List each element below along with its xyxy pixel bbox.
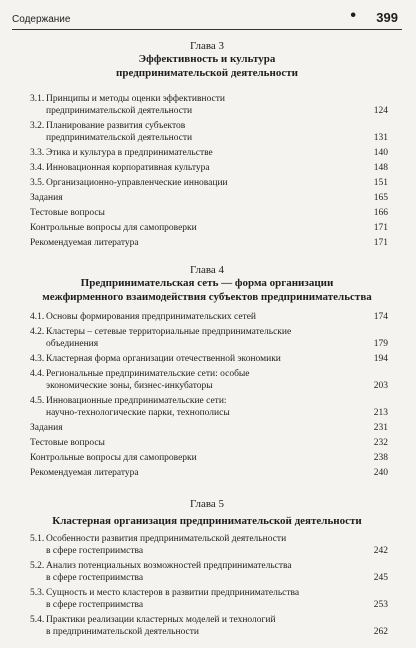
- toc-entry-title-continued: в сфере гостеприимства: [46, 600, 144, 610]
- toc-entry: [30, 368, 388, 392]
- toc-entry-title: Инновационные предпринимательские сети:: [46, 396, 227, 406]
- toc-entry-number: 3.5.: [30, 178, 45, 188]
- toc-entry-title: Задания: [30, 423, 63, 433]
- toc-entry-title: Анализ потенциальных возможностей предпринимательства: [46, 561, 292, 571]
- toc-entry: [30, 437, 388, 449]
- chapter-4-toc: [30, 311, 388, 482]
- toc-entry-number: 3.1.: [30, 94, 45, 104]
- toc-entry-page: 174: [373, 312, 388, 322]
- toc-entry-number: 5.1.: [30, 534, 45, 544]
- toc-entry: [30, 422, 388, 434]
- page-number: 399: [376, 10, 398, 25]
- toc-entry-title: Планирование развития субъектов: [46, 121, 186, 131]
- toc-entry-page: 151: [373, 178, 388, 188]
- toc-entry: [30, 533, 388, 557]
- toc-entry: [30, 93, 388, 117]
- toc-entry-page: 262: [373, 627, 388, 637]
- toc-entry-page: 140: [373, 148, 388, 158]
- section-title: Содержание: [12, 14, 71, 25]
- chapter-title-line: предпринимательской деятельности: [116, 67, 298, 79]
- toc-entry: [30, 237, 388, 249]
- toc-entry-title: Этика и культура в предпринимательстве: [46, 148, 213, 158]
- toc-entry-title: Принципы и методы оценки эффективности: [46, 94, 226, 104]
- toc-entry-page: 231: [373, 423, 388, 433]
- toc-entry: [30, 587, 388, 611]
- toc-entry-title-continued: экономические зоны, бизнес-инкубаторы: [46, 381, 213, 391]
- toc-entry-page: 166: [373, 208, 388, 218]
- toc-entry-title: Особенности развития предпринимательской деятельности: [46, 534, 287, 544]
- toc-entry-number: 4.4.: [30, 369, 45, 379]
- toc-entry: [30, 177, 388, 189]
- toc-entry-page: 171: [373, 238, 388, 248]
- toc-entry-title: Сущность и место кластеров в развитии предпринимательства: [46, 588, 300, 598]
- toc-entry-title: Контрольные вопросы для самопроверки: [30, 453, 197, 463]
- toc-entry-title: Задания: [30, 193, 63, 203]
- toc-entry-page: 232: [373, 438, 388, 448]
- toc-entry-page: 171: [373, 223, 388, 233]
- toc-entry-number: 4.5.: [30, 396, 45, 406]
- chapter-4-heading: [28, 264, 386, 304]
- toc-entry-title: Организационно-управленческие инновации: [46, 178, 228, 188]
- toc-entry-title: Рекомендуемая литература: [30, 238, 139, 248]
- header-bullet: •: [350, 7, 356, 24]
- toc-entry-page: 253: [373, 600, 388, 610]
- toc-entry-page: 242: [373, 546, 388, 556]
- chapter-5-toc: [30, 533, 388, 641]
- running-header: [12, 6, 402, 26]
- toc-entry-title: Рекомендуемая литература: [30, 468, 139, 478]
- toc-entry: [30, 452, 388, 464]
- toc-entry-title: Тестовые вопросы: [30, 438, 105, 448]
- toc-entry-title: Кластерная форма организации отечественной экономики: [46, 354, 281, 364]
- toc-entry-page: 179: [373, 339, 388, 349]
- toc-entry-number: 3.4.: [30, 163, 45, 173]
- chapter-3-heading: [28, 40, 386, 80]
- toc-entry: [30, 207, 388, 219]
- header-rule: [12, 29, 402, 30]
- chapter-title-line: межфирменного взаимодействия субъектов предпринимательства: [42, 291, 372, 303]
- toc-entry: [30, 311, 388, 323]
- toc-entry-title-continued: в сфере гостеприимства: [46, 573, 144, 583]
- toc-entry-title-continued: предпринимательской деятельности: [46, 133, 193, 143]
- toc-entry: [30, 326, 388, 350]
- toc-entry: [30, 222, 388, 234]
- toc-entry-page: 148: [373, 163, 388, 173]
- chapter-title-line: Эффективность и культура: [138, 53, 276, 65]
- toc-entry-title: Тестовые вопросы: [30, 208, 105, 218]
- toc-entry-number: 4.2.: [30, 327, 45, 337]
- toc-entry: [30, 353, 388, 365]
- toc-entry-page: 124: [373, 106, 388, 116]
- chapter-title-line: Кластерная организация предпринимательской деятельности: [52, 515, 362, 527]
- toc-entry-number: 4.1.: [30, 312, 45, 322]
- toc-entry: [30, 467, 388, 479]
- chapter-5-heading: [28, 498, 386, 528]
- toc-entry-title-continued: объединения: [46, 339, 99, 349]
- toc-entry-title: Контрольные вопросы для самопроверки: [30, 223, 197, 233]
- chapter-label: Глава 4: [189, 264, 225, 276]
- chapter-title-line: Предпринимательская сеть — форма организации: [80, 277, 334, 289]
- toc-entry: [30, 120, 388, 144]
- toc-entry-page: 131: [373, 133, 388, 143]
- toc-entry-page: 238: [373, 453, 388, 463]
- toc-entry-page: 213: [373, 408, 388, 418]
- toc-entry-page: 194: [373, 354, 388, 364]
- toc-entry-number: 5.2.: [30, 561, 45, 571]
- toc-entry-page: 245: [373, 573, 388, 583]
- toc-entry-title-continued: предпринимательской деятельности: [46, 106, 193, 116]
- toc-entry-page: 165: [373, 193, 388, 203]
- toc-entry: [30, 614, 388, 638]
- toc-entry: [30, 147, 388, 159]
- toc-entry-page: 203: [373, 381, 388, 391]
- toc-entry-title-continued: научно-технологические парки, технополисы: [46, 408, 230, 418]
- toc-entry-number: 5.3.: [30, 588, 45, 598]
- toc-entry-title: Основы формирования предпринимательских сетей: [46, 312, 256, 322]
- toc-entry: [30, 560, 388, 584]
- toc-entry-number: 4.3.: [30, 354, 45, 364]
- toc-entry: [30, 192, 388, 204]
- toc-entry-title: Инновационная корпоративная культура: [46, 163, 210, 173]
- toc-entry-number: 5.4.: [30, 615, 45, 625]
- toc-entry: [30, 395, 388, 419]
- toc-entry-page: 240: [373, 468, 388, 478]
- toc-entry-number: 3.3.: [30, 148, 45, 158]
- chapter-3-toc: [30, 93, 388, 252]
- chapter-label: Глава 5: [189, 498, 225, 510]
- toc-entry-title-continued: в сфере гостеприимства: [46, 546, 144, 556]
- toc-entry-title: Практики реализации кластерных моделей и технологий: [46, 615, 276, 625]
- toc-entry-title: Региональные предпринимательские сети: особые: [46, 369, 250, 379]
- toc-entry-title-continued: в предпринимательской деятельности: [46, 627, 200, 637]
- toc-entry-title: Кластеры – сетевые территориальные предпринимательские: [46, 327, 292, 337]
- chapter-label: Глава 3: [189, 40, 225, 52]
- toc-entry-number: 3.2.: [30, 121, 45, 131]
- toc-entry: [30, 162, 388, 174]
